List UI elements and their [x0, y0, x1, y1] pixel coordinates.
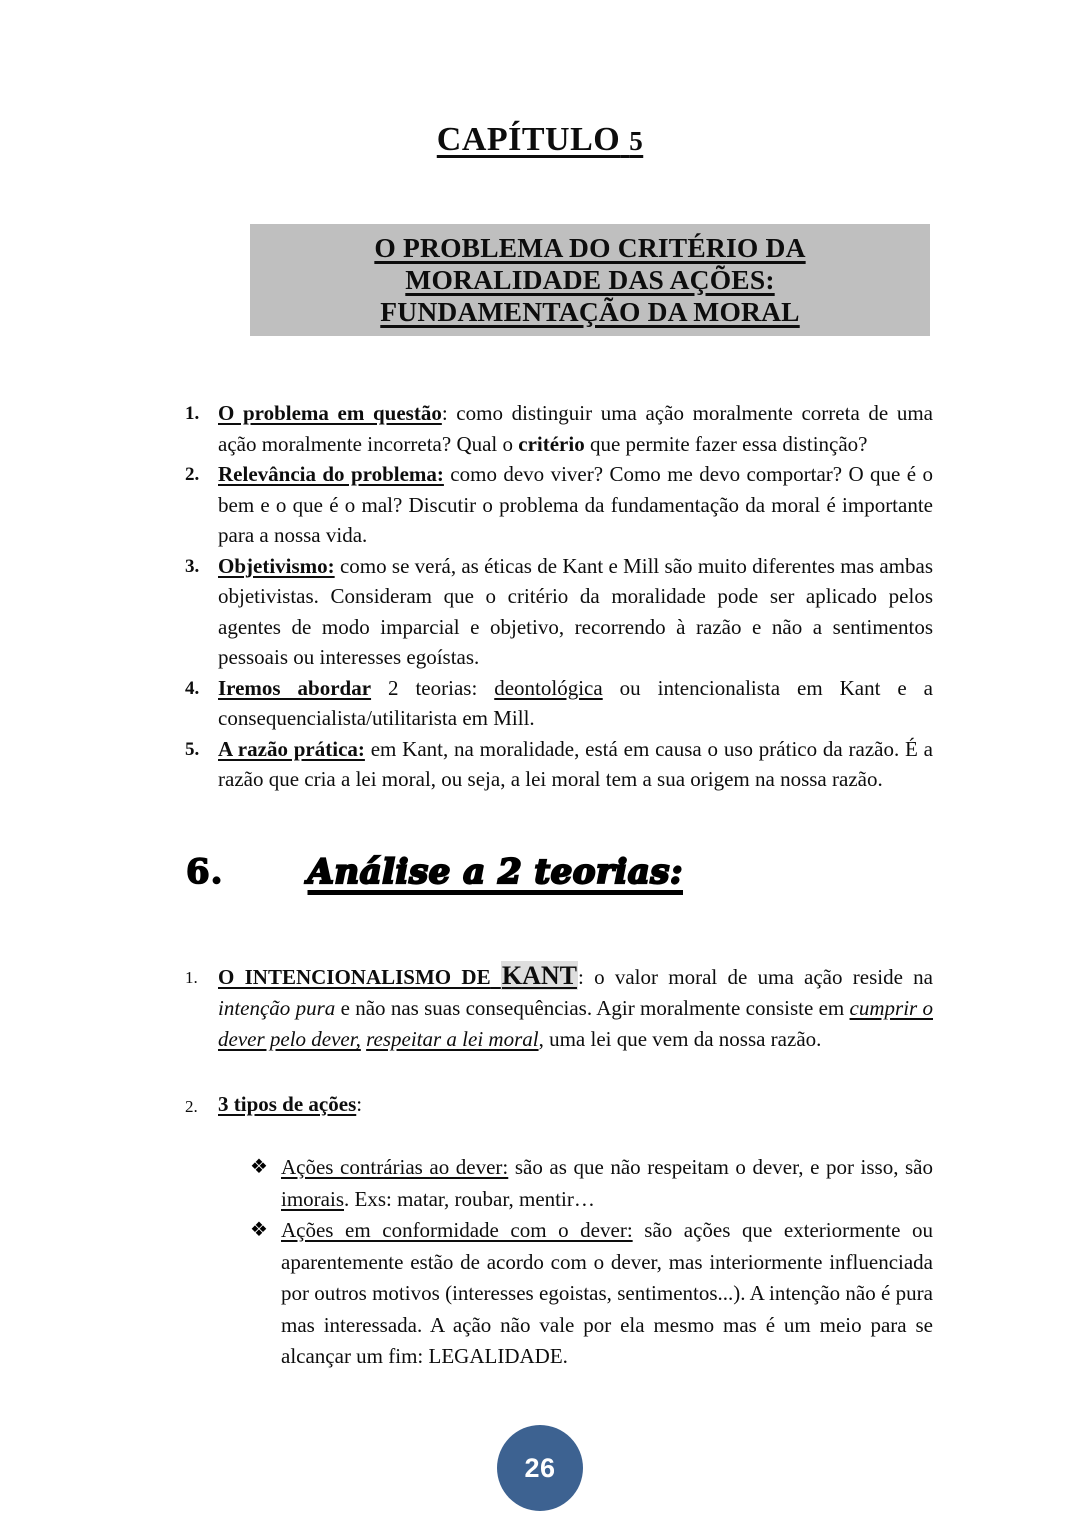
item-text: : — [356, 1092, 363, 1116]
analysis-heading-number: 6. — [186, 852, 224, 892]
list-item-body — [281, 1152, 933, 1215]
list-item-body — [218, 459, 933, 551]
list-marker: 2. — [185, 464, 200, 485]
banner-line-3 — [250, 296, 930, 328]
list-item — [185, 673, 933, 734]
analysis-heading-text: Análise a 2 teorias: — [307, 852, 683, 892]
list-item — [250, 1215, 933, 1373]
list-spacer — [185, 1055, 933, 1089]
page-number-badge — [497, 1425, 583, 1511]
item-emphasis: critério — [518, 431, 585, 456]
list-item-body — [218, 398, 933, 459]
bullet-underlined-term: imorais — [281, 1186, 344, 1211]
diamond-bullet-icon: ❖ — [250, 1156, 268, 1178]
italic-underlined-term-2: respeitar a lei moral — [366, 1027, 539, 1051]
diamond-bullet-icon: ❖ — [250, 1219, 268, 1241]
list-marker: 1. — [185, 403, 200, 424]
list-item — [250, 1152, 933, 1215]
item-text-2: e não nas suas consequências. Agir moralmente consiste em — [335, 996, 850, 1020]
item-underlined-term: deontológica — [494, 675, 603, 700]
list-item — [185, 734, 933, 795]
list-item — [185, 960, 933, 1055]
action-types-bullet-list — [250, 1152, 933, 1373]
list-marker: 1. — [185, 968, 198, 987]
kant-highlight: KANT — [501, 961, 577, 990]
list-item-body — [218, 673, 933, 734]
item-lead: 3 tipos de ações — [218, 1092, 357, 1116]
section-banner — [250, 224, 930, 336]
item-text: em Kant, na moralidade, está em causa o uso prático da razão. É a razão que cria a lei moral, ou seja, a lei moral tem a sua origem na nossa razão. — [218, 736, 933, 791]
list-marker: 3. — [185, 555, 200, 577]
banner-line-3-text: FUNDAMENTAÇÃO DA MORAL — [380, 296, 800, 327]
item-text: 2 teorias: — [371, 675, 495, 700]
bullet-text-2: . Exs: matar, roubar, mentir… — [344, 1186, 595, 1211]
list-marker: 2. — [185, 1097, 198, 1116]
item-text-4: , uma lei que vem da nossa razão. — [538, 1027, 822, 1051]
italic-term-1: intenção pura — [218, 996, 336, 1020]
item-text: como se verá, as éticas de Kant e Mill são muito diferentes mas ambas objetivistas. Consideram que o critério da moralidade pode ser aplicado pelos agentes de modo imparcial e objetivo, recorrendo à razão e não a sentimentos pessoais ou interesses egoístas. — [218, 553, 933, 669]
bullet-text: são ações que exteriormente ou aparentemente estão de acordo com o dever, mas interiormente influenciada por outros motivos (interesses egoistas, sentimentos...). A intenção não é pura mas interessada. A ação não vale por ela mesmo mas é um meio para se alcançar um fim: LEGALIDADE. — [281, 1218, 933, 1368]
list-item-body — [218, 960, 933, 1055]
analysis-heading — [186, 852, 946, 892]
item-lead: O problema em questão — [218, 401, 442, 425]
list-marker: 5. — [185, 738, 200, 760]
kant-numbered-list — [185, 960, 933, 1122]
item-lead: A razão prática: — [218, 736, 365, 761]
item-lead: Objetivismo: — [218, 553, 335, 578]
list-item — [185, 551, 933, 673]
item-text: : o valor moral de uma ação reside na — [577, 965, 933, 989]
list-item — [185, 398, 933, 459]
item-text: : como distinguir uma ação moralmente correta de uma ação moralmente incorreta? Qual o — [218, 401, 933, 456]
page-number: 26 — [524, 1452, 556, 1483]
item-text: como devo viver? Como me devo comportar? O que é o bem e o que é o mal? Discutir o problema da fundamentação da moral é importante para a nossa vida. — [218, 462, 933, 547]
list-item — [185, 1089, 933, 1122]
list-item-body — [218, 1089, 933, 1120]
item-text-2: que permite fazer essa distinção? — [584, 431, 868, 456]
chapter-number: 5 — [629, 126, 644, 156]
list-item-body — [218, 551, 933, 673]
bullet-lead: Ações contrárias ao dever: — [281, 1155, 509, 1179]
page-title — [0, 121, 1080, 158]
kant-lead-caps: O INTENCIONALISMO DE — [218, 965, 491, 989]
bullet-lead: Ações em conformidade com o dever: — [281, 1218, 633, 1242]
list-marker: 4. — [185, 677, 200, 699]
list-item-body — [281, 1215, 933, 1373]
list-item-body — [218, 734, 933, 795]
chapter-label: CAPÍTULO — [436, 121, 621, 158]
banner-line-1-text: O PROBLEMA DO CRITÉRIO DA — [374, 232, 806, 263]
item-lead: Relevância do problema: — [218, 462, 444, 486]
banner-line-2-text: MORALIDADE DAS AÇÕES: — [405, 264, 775, 295]
list-item — [185, 459, 933, 551]
banner-line-2 — [250, 264, 930, 296]
banner-line-1 — [250, 232, 930, 264]
intro-numbered-list — [185, 398, 933, 795]
item-lead: Iremos abordar — [218, 675, 372, 700]
italic-underlined-term-1: cumprir o dever pelo dever, — [218, 996, 933, 1051]
bullet-text: são as que não respeitam o dever, e por isso, são — [508, 1155, 934, 1179]
item-text-2: ou intencionalista em Kant e a consequencialista/utilitarista em Mill. — [218, 675, 933, 730]
